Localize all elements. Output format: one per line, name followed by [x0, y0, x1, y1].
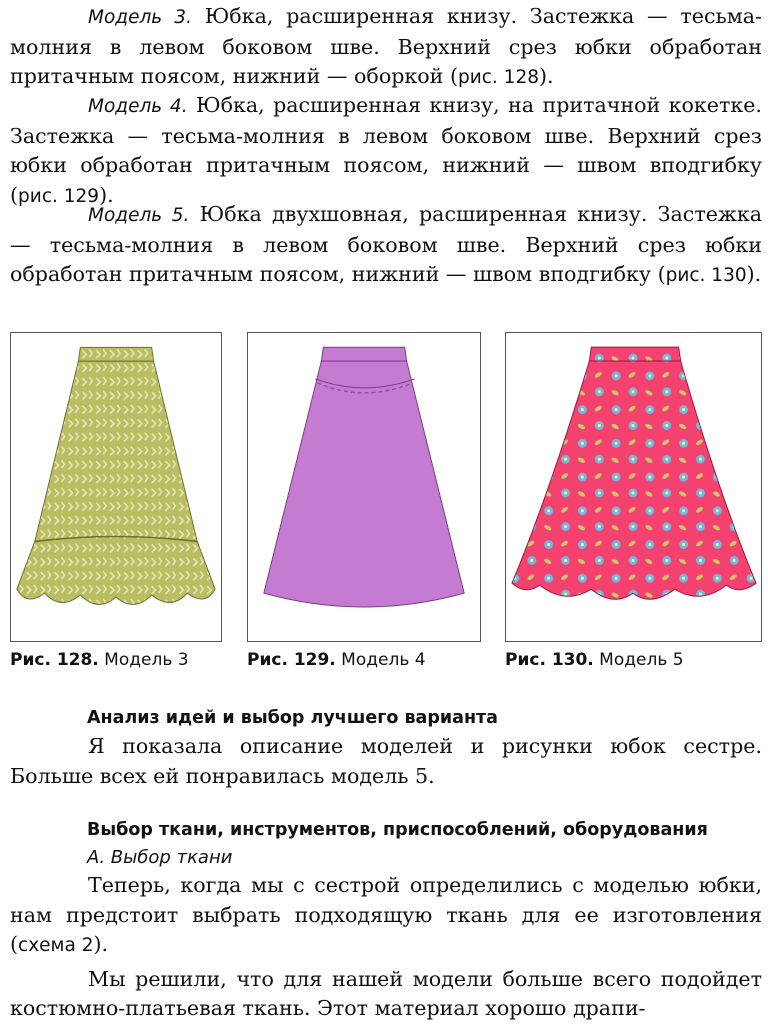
p1-end: ). — [93, 932, 109, 957]
caption-129-label: Модель 4 — [335, 650, 426, 670]
caption-130 — [505, 650, 684, 670]
figure-128 — [10, 332, 222, 642]
model-3-lead: Модель 3. — [88, 7, 192, 28]
figures-row — [10, 332, 762, 642]
section-analysis — [10, 704, 762, 791]
model-3-end: ). — [539, 64, 554, 89]
model-4-text: Юбка, расширенная книзу, на притачной кокетке. Застежка — тесьма-молния в левом боковом шве. Верхний срез юбки обработан притачным поясом, нижний — швом вподгибку ( — [10, 93, 762, 207]
paragraph-model-3 — [10, 2, 762, 93]
section-analysis-heading: Анализ идей и выбор лучшего варианта — [87, 708, 498, 728]
model-4-ref: рис. 129 — [18, 185, 100, 207]
model-3-ref: рис. 128 — [457, 67, 539, 89]
caption-129-number: Рис. 129. — [247, 650, 336, 670]
model-4-lead: Модель 4. — [88, 96, 188, 117]
section-selection — [10, 816, 762, 1024]
model-5-end: ). — [746, 262, 762, 287]
caption-128-label: Модель 3 — [98, 650, 189, 670]
model-5-text: Юбка двухшовная, расширенная книзу. Застежка — тесьма-молния в левом боковом шве. Верхний срез юбки обработан притачным поясом, нижний — швом вподгибку ( — [10, 202, 762, 287]
skirt-model-4-illustration — [248, 333, 480, 641]
model-4-end: ). — [99, 182, 114, 207]
section-selection-heading: Выбор ткани, инструментов, приспособлений, оборудования — [87, 820, 708, 840]
section-analysis-text: Я показала описание моделей и рисунки юбок сестре. Больше всех ей понравилась модель 5. — [10, 734, 762, 788]
model-5-ref: рис. 130 — [665, 265, 747, 287]
caption-130-number: Рис. 130. — [505, 650, 594, 670]
section-selection-paragraph-1 — [10, 871, 762, 961]
model-3-text: Юбка, расширенная книзу. Застежка — тесьма-молния в левом боковом шве. Верхний срез юбки обработан притачным поясом, нижний — оборкой ( — [10, 4, 762, 89]
caption-129 — [247, 650, 426, 670]
caption-130-label: Модель 5 — [593, 650, 684, 670]
caption-128 — [10, 650, 189, 670]
caption-128-number: Рис. 128. — [10, 650, 99, 670]
skirt-model-5-illustration — [506, 333, 761, 641]
figure-129 — [247, 332, 481, 642]
paragraph-model-5 — [10, 200, 762, 291]
section-selection-subheading: А. Выбор ткани — [87, 847, 233, 868]
p1-ref: схема 2 — [18, 935, 94, 957]
paragraph-model-4 — [10, 91, 762, 211]
section-selection-paragraph-2: Мы решили, что для нашей модели больше всего подойдет костюмно-платьевая ткань. Этот материал хорошо драпи- — [10, 966, 762, 1021]
figure-captions — [10, 650, 762, 676]
p1-text: Теперь, когда мы с сестрой определились с моделью юбки, нам предстоит выбрать подходящую ткань для ее изготовления ( — [10, 873, 762, 957]
figure-130 — [505, 332, 762, 642]
model-5-lead: Модель 5. — [88, 205, 190, 226]
skirt-model-3-illustration — [11, 333, 221, 641]
